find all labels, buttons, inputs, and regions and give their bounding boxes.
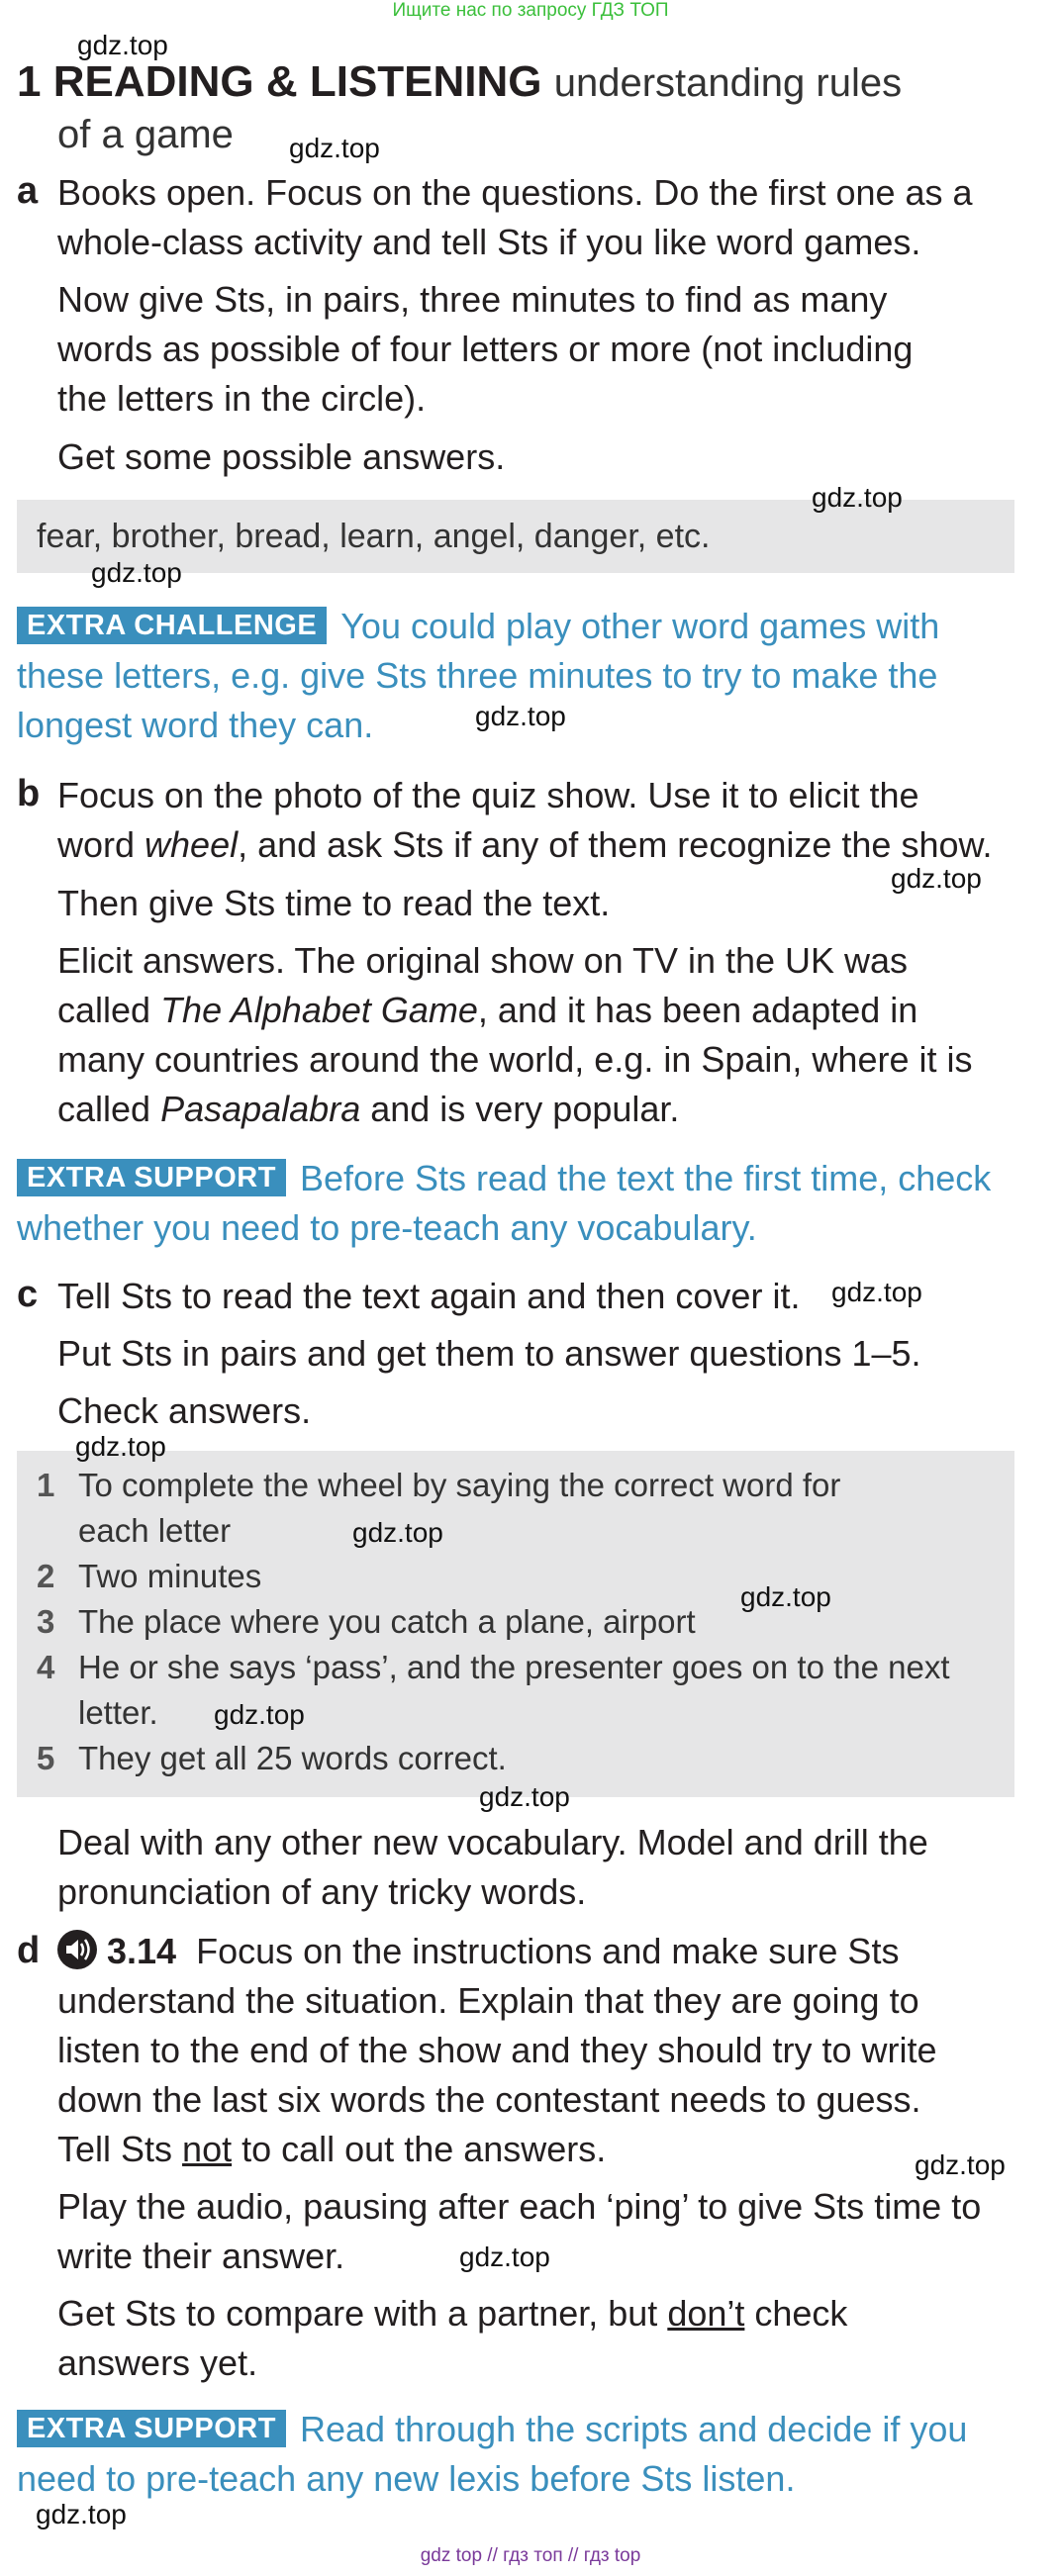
heading-subtitle-cont: of a game: [57, 113, 234, 156]
watermark: gdz.top: [831, 1277, 922, 1307]
watermark: gdz.top: [475, 701, 566, 731]
extra-support-1: EXTRA SUPPORT Before Sts read the text the first time, check whether you need to pre-teach any vocabulary.: [17, 1158, 992, 1248]
letter-a: a: [17, 170, 39, 212]
heading-title: READING & LISTENING: [52, 57, 542, 106]
section-c-p4: Deal with any other new vocabulary. Model and drill the pronunciation of any tricky words.: [57, 1822, 928, 1912]
section-c-p3: Check answers.: [57, 1390, 312, 1431]
list-item: 4 He or she says ‘pass’, and the presenter goes on to the next: [37, 1649, 950, 1685]
answer-a: fear, brother, bread, learn, angel, danger, etc.: [37, 518, 711, 555]
extra-challenge: EXTRA CHALLENGE You could play other word games with these letters, e.g. give Sts three minutes to try to make the longest word they can.: [17, 606, 940, 745]
watermark: gdz.top: [75, 1431, 166, 1462]
section-a-p2: Now give Sts, in pairs, three minutes to find as many words as possible of four letters or more (not including the letters in the circle).: [57, 279, 914, 419]
section-b-p1: Focus on the photo of the quiz show. Use it to elicit the word wheel, and ask Sts if any of them recognize the show.: [57, 775, 993, 865]
list-item: 1 To complete the wheel by saying the correct word for: [37, 1467, 841, 1503]
section-heading: [17, 55, 1046, 110]
watermark: gdz.top: [91, 557, 182, 588]
list-item-cont: each letter: [78, 1512, 232, 1549]
watermark: gdz.top: [36, 2499, 127, 2529]
section-d-p2: Play the audio, pausing after each ‘ping’ to give Sts time to write their answer.: [57, 2186, 982, 2276]
section-a-p3: Get some possible answers.: [57, 436, 506, 477]
watermark: gdz.top: [352, 1517, 443, 1548]
audio-number: 3.14: [107, 1931, 177, 1971]
list-item: 5 They get all 25 words correct.: [37, 1740, 507, 1776]
watermark: gdz.top: [214, 1699, 305, 1730]
extra-support-2: EXTRA SUPPORT Read through the scripts and decide if you need to pre-teach any new lexis before Sts listen.: [17, 2409, 968, 2499]
watermark: gdz.top: [915, 2149, 1006, 2180]
watermark: gdz.top: [812, 482, 903, 513]
watermark: gdz.top: [740, 1581, 831, 1612]
section-b-p3: Elicit answers. The original show on TV in the UK was called The Alphabet Game, and it has been adapted in many countries around the world, e.g. in Spain, where it is called Pasapalabra and is very popular.: [57, 940, 973, 1129]
audio-icon[interactable]: [57, 1930, 97, 1969]
section-c-p1: Tell Sts to read the text again and then cover it.: [57, 1276, 801, 1316]
section-b-p2: Then give Sts time to read the text.: [57, 883, 611, 923]
letter-d: d: [17, 1930, 41, 1971]
section-d-p1: 3.14 Focus on the instructions and make sure Sts understand the situation. Explain that they are going to listen to the end of the show and they should try to write down the last six words the contestant needs to guess. Tell Sts not to call out the answers.: [57, 1931, 937, 2169]
extra-support-tag-1: EXTRA SUPPORT: [17, 1159, 286, 1196]
section-d-p3: Get Sts to compare with a partner, but don’t check answers yet.: [57, 2293, 848, 2383]
watermark: gdz.top: [891, 863, 982, 894]
watermark: gdz.top: [77, 30, 168, 60]
list-item: 2 Two minutes: [37, 1558, 262, 1594]
list-item-cont: letter.: [78, 1694, 158, 1731]
list-item: 3 The place where you catch a plane, airport: [37, 1603, 696, 1640]
heading-number: 1: [17, 57, 42, 106]
extra-challenge-tag: EXTRA CHALLENGE: [17, 607, 327, 644]
section-c-p2: Put Sts in pairs and get them to answer questions 1–5.: [57, 1333, 921, 1374]
top-banner: Ищите нас по запросу ГДЗ ТОП: [392, 0, 669, 21]
answer-list: [37, 1463, 1007, 1781]
watermark: gdz.top: [459, 2242, 550, 2272]
heading-subtitle: understanding rules: [553, 61, 903, 105]
extra-support-tag-2: EXTRA SUPPORT: [17, 2410, 286, 2447]
letter-b: b: [17, 773, 41, 814]
watermark: gdz.top: [479, 1781, 570, 1812]
watermark: gdz.top: [289, 133, 380, 163]
letter-c: c: [17, 1274, 39, 1315]
footer: gdz top // гдз топ // гдз top: [420, 2545, 641, 2566]
section-a-p1: Books open. Focus on the questions. Do the first one as a whole-class activity and tell Sts if you like word games.: [57, 172, 973, 262]
answer-box-c: [17, 1451, 1014, 1797]
